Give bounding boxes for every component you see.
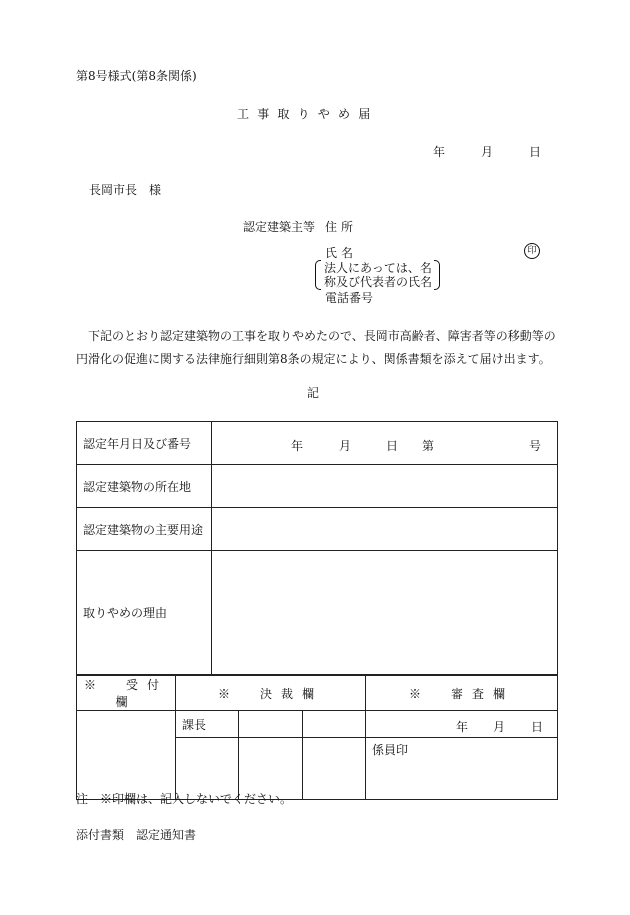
cert-date-number-field[interactable]: [212, 422, 558, 465]
applicant-label: 認定建築主等: [243, 220, 316, 234]
addressee: 長岡市長 様: [89, 183, 162, 197]
kessai-cell-2: [239, 711, 303, 738]
address-label: 住所: [325, 220, 358, 234]
shinsa-month-label: 月: [493, 720, 506, 734]
kessai-seal-cell-3: [303, 738, 366, 800]
phone-label: 電話番号: [325, 291, 374, 305]
cert-gou-label: 号: [529, 439, 542, 453]
table-row: [77, 711, 558, 738]
date-day-label: 日: [529, 145, 542, 159]
document-title: 工事取りやめ届: [237, 107, 379, 121]
attachments: 添付書類 認定通知書: [76, 828, 197, 842]
main-use-field[interactable]: [212, 508, 558, 551]
seal-mark: 印: [524, 243, 540, 259]
body-text: 下記のとおり認定建築物の工事を取りやめたので、長岡市高齢者、障害者等の移動等の円滑化の促進に関する法律施行細則第8条の規定により、関係書類を添えて届け出ます。: [76, 329, 556, 366]
kachou-label: 課長: [176, 711, 239, 738]
shinsa-day-label: 日: [531, 720, 544, 734]
corporate-note: [315, 260, 440, 290]
uketsuke-header: ※ 受付欄: [77, 676, 176, 711]
table-row: [77, 465, 558, 508]
kachou-seal-cell: [176, 738, 239, 800]
right-bracket: [434, 260, 440, 290]
details-table: [76, 421, 558, 675]
kessai-seal-cell-2: [239, 738, 303, 800]
date-year-label: 年: [433, 145, 446, 159]
cert-day-label: 日: [386, 439, 399, 453]
corporate-note-line2: 称及び代表者の氏名: [324, 275, 433, 289]
cert-month-label: 月: [339, 439, 352, 453]
note: 注 ※印欄は、記入しないでください。: [76, 792, 293, 806]
shinsa-date-cell: [366, 711, 558, 738]
reason-field[interactable]: [212, 551, 558, 675]
table-row: [77, 508, 558, 551]
form-number: 第8号様式(第8条関係): [76, 69, 197, 83]
office-use-table: [76, 675, 558, 800]
left-bracket: [315, 260, 321, 290]
uketsuke-cell: [77, 711, 176, 800]
shinsa-header: ※ 審査欄: [366, 676, 558, 711]
cert-year-label: 年: [291, 439, 304, 453]
kessai-cell-3: [303, 711, 366, 738]
kessai-header: ※ 決裁欄: [176, 676, 366, 711]
location-field[interactable]: [212, 465, 558, 508]
table-row: [77, 551, 558, 675]
main-use-label: 認定建築物の主要用途: [77, 508, 212, 551]
corporate-note-line1: 法人にあっては、名: [324, 261, 432, 275]
ki-heading: 記: [307, 386, 320, 400]
table-row: [77, 422, 558, 465]
reason-label: 取りやめの理由: [77, 551, 212, 675]
cert-dai-label: 第: [422, 439, 435, 453]
table-row: [77, 676, 558, 711]
location-label: 認定建築物の所在地: [77, 465, 212, 508]
name-label: 氏名: [325, 246, 358, 260]
kakariin-label: 係員印: [366, 738, 558, 800]
date-month-label: 月: [481, 145, 494, 159]
shinsa-year-label: 年: [456, 720, 469, 734]
cert-date-number-label: 認定年月日及び番号: [77, 422, 212, 465]
